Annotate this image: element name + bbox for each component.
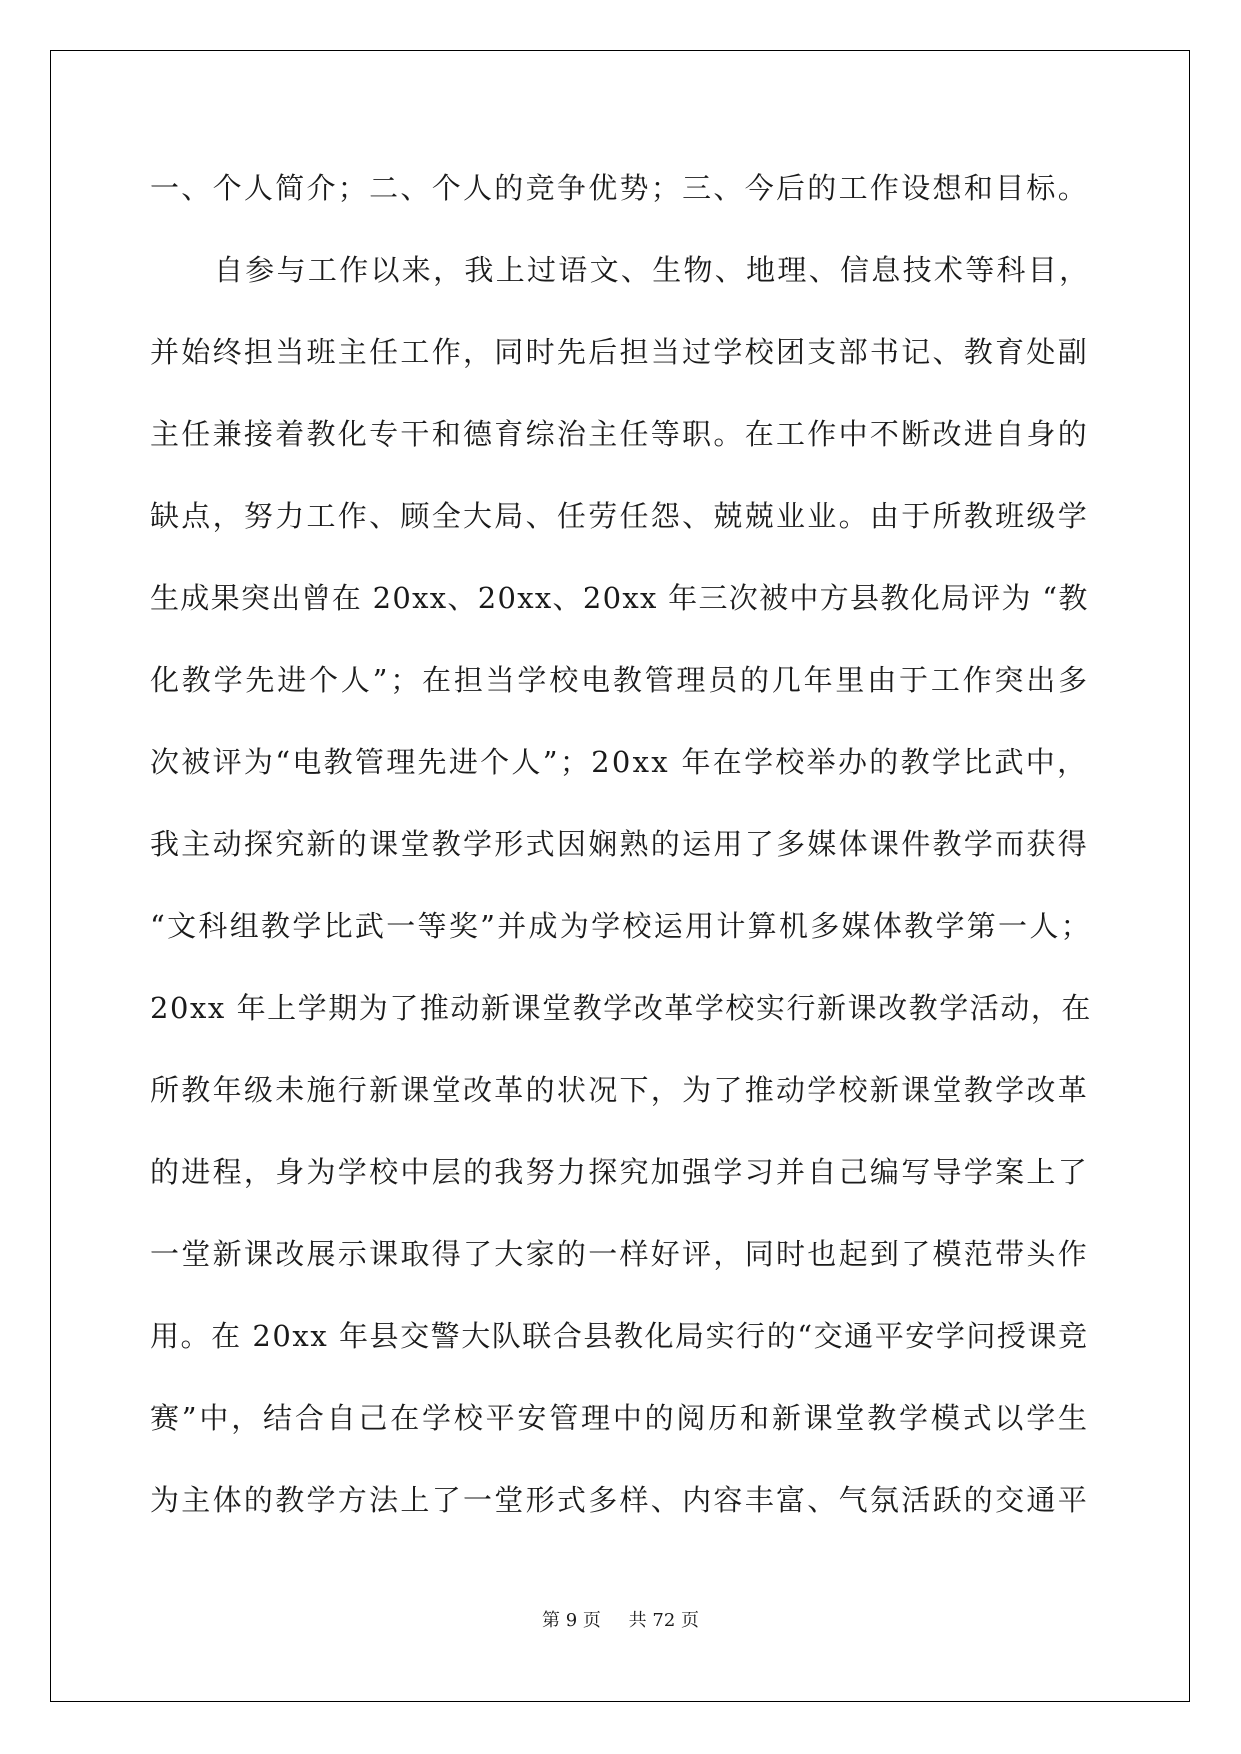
text-line: 并始终担当班主任工作，同时先后担当过学校团支部书记、教育处副 xyxy=(150,335,1090,369)
text-line: 化教学先进个人”；在担当学校电教管理员的几年里由于工作突出多 xyxy=(150,663,1090,697)
text-line: 次被评为“电教管理先进个人”；20xx 年在学校举办的教学比武中， xyxy=(150,745,1089,779)
text-line: 缺点，努力工作、顾全大局、任劳任怨、兢兢业业。由于所教班级学 xyxy=(150,499,1090,533)
text-line: 一、个人简介；二、个人的竞争优势；三、今后的工作设想和目标。 xyxy=(150,171,1090,205)
text-line: 自参与工作以来，我上过语文、生物、地理、信息技术等科目， xyxy=(214,253,1091,287)
text-line: 20xx 年上学期为了推动新课堂教学改革学校实行新课改教学活动，在 xyxy=(150,991,1092,1025)
text-line: 所教年级未施行新课堂改革的状况下，为了推动学校新课堂教学改革 xyxy=(150,1073,1090,1107)
document-body xyxy=(150,162,1092,1556)
page-footer xyxy=(0,1606,1241,1632)
text-line: 一堂新课改展示课取得了大家的一样好评，同时也起到了模范带头作 xyxy=(150,1237,1090,1271)
text-line: “文科组教学比武一等奖”并成为学校运用计算机多媒体教学第一人； xyxy=(150,909,1092,943)
text-line: 主任兼接着教化专干和德育综治主任等职。在工作中不断改进自身的 xyxy=(150,417,1090,451)
text-line: 我主动探究新的课堂教学形式因娴熟的运用了多媒体课件教学而获得 xyxy=(150,827,1090,861)
text-line: 为主体的教学方法上了一堂形式多样、内容丰富、气氛活跃的交通平 xyxy=(150,1483,1090,1517)
text-line: 赛”中，结合自己在学校平安管理中的阅历和新课堂教学模式以学生 xyxy=(150,1401,1090,1435)
page-total: 共 72 页 xyxy=(628,1610,699,1631)
text-line: 的进程，身为学校中层的我努力探究加强学习并自己编写导学案上了 xyxy=(150,1155,1090,1189)
text-line: 生成果突出曾在 20xx、20xx、20xx 年三次被中方县教化局评为 “教 xyxy=(150,581,1089,615)
page-number: 第 9 页 xyxy=(542,1610,601,1631)
text-line: 用。在 20xx 年县交警大队联合县教化局实行的“交通平安学问授课竞 xyxy=(150,1319,1089,1353)
